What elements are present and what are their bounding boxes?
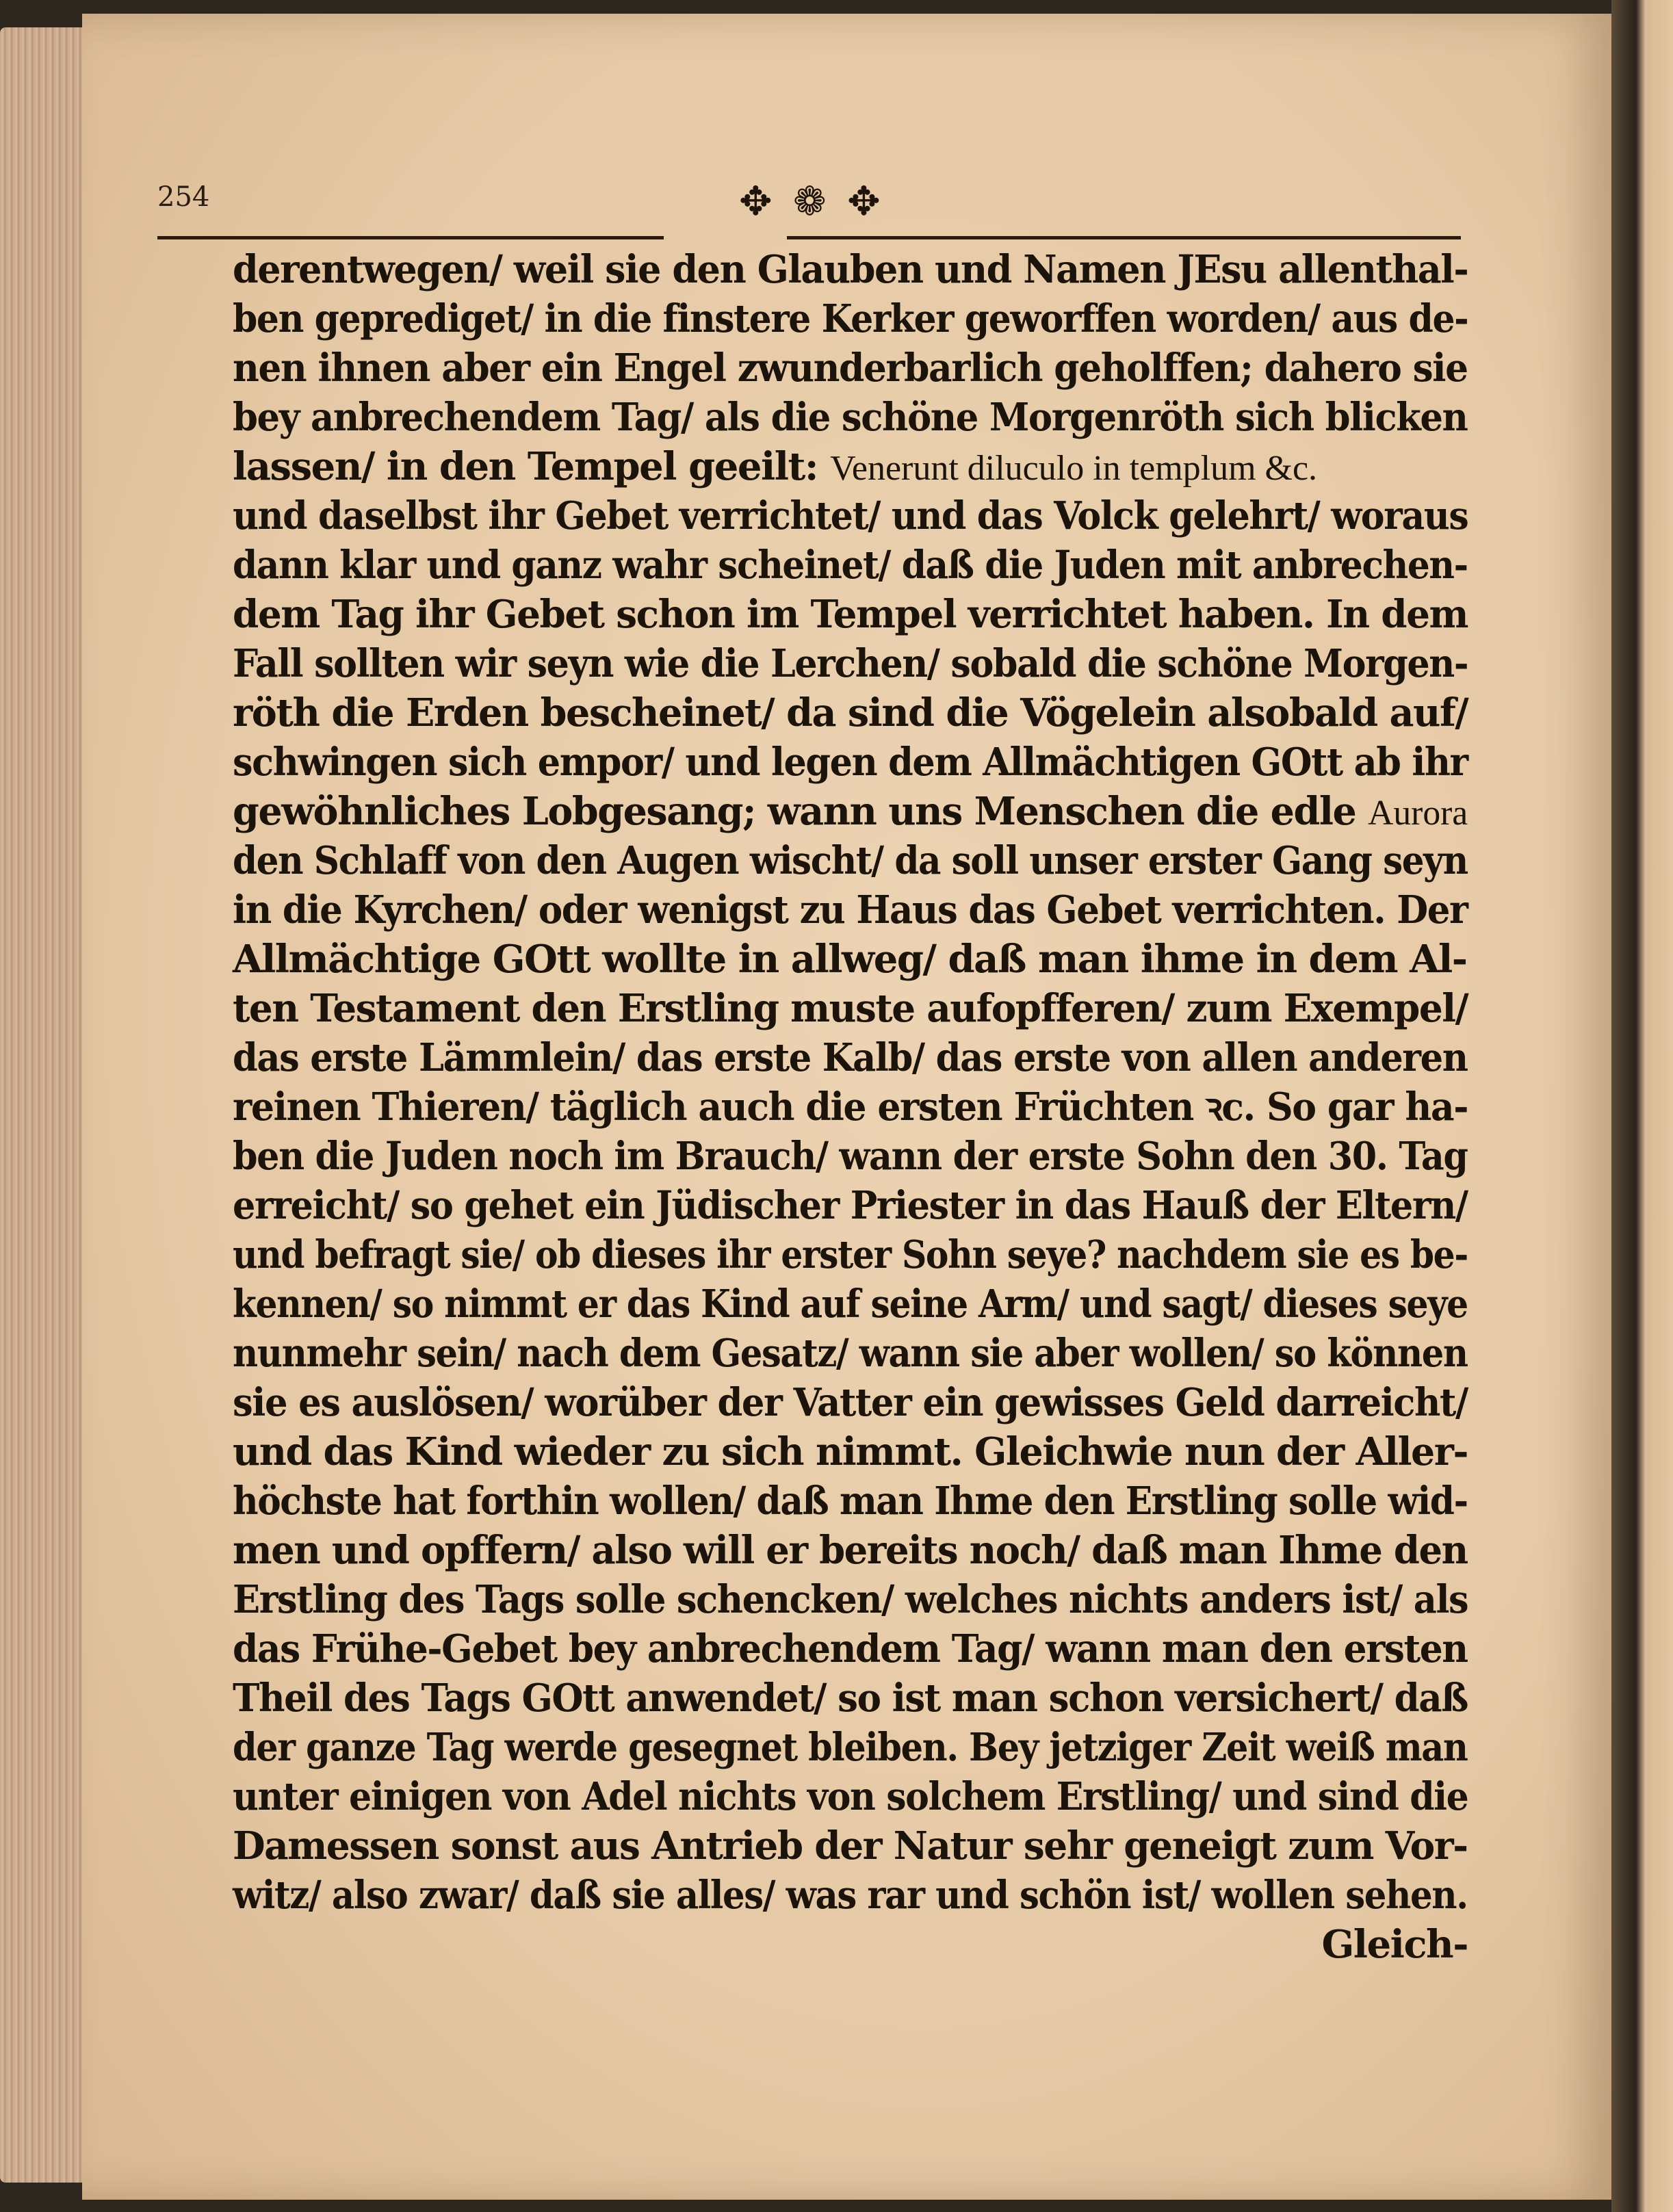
head-rule-left	[157, 236, 664, 239]
text-line: röth die Erden bescheinet/ da sind die Vögelein alsobald auf/	[233, 690, 1468, 736]
text-line: schwingen sich empor/ und legen dem Allmächtigen GOtt ab ihr	[233, 740, 1468, 785]
text-line: reinen Thieren/ täglich auch die ersten Früchten ꝛc. So gar ha-	[233, 1084, 1468, 1130]
text-line: ben die Juden noch im Brauch/ wann der erste Sohn den 30. Tag	[233, 1134, 1468, 1179]
text-line: unter einigen von Adel nichts von solchem Erstling/ und sind die	[233, 1774, 1468, 1819]
text-line: das Frühe-Gebet bey anbrechendem Tag/ wann man den ersten	[233, 1626, 1468, 1671]
body-text	[233, 245, 1468, 1969]
text-line: Fall sollten wir seyn wie die Lerchen/ sobald die schöne Morgen-	[233, 641, 1468, 686]
text-line: men und opffern/ also will er bereits noch/ daß man Ihme den	[233, 1528, 1468, 1573]
page-number: 254	[157, 181, 210, 213]
text-line: sie es auslösen/ worüber der Vatter ein gewisses Geld darreicht/	[233, 1380, 1468, 1425]
text-line: Allmächtige GOtt wollte in allweg/ daß man ihme in dem Al-	[233, 937, 1467, 982]
text-line	[233, 442, 1468, 491]
text-line-fraktur: lassen/ in den Tempel geeilt:	[233, 444, 831, 489]
text-line: nunmehr sein/ nach dem Gesatz/ wann sie aber wollen/ so können	[233, 1331, 1468, 1376]
head-rule-right	[787, 236, 1461, 239]
text-line: dem Tag ihr Gebet schon im Tempel verrichtet haben. In dem	[233, 592, 1468, 637]
text-line: dann klar und ganz wahr scheinet/ daß die Juden mit anbrechen-	[233, 543, 1468, 588]
running-head	[157, 178, 1481, 236]
latin-quote: Venerunt diluculo in templum &c.	[830, 449, 1318, 488]
text-line: erreicht/ so gehet ein Jüdischer Priester in das Hauß der Eltern/	[233, 1183, 1468, 1228]
text-line-fraktur: gewöhnliches Lobgesang; wann uns Menschen die edle	[233, 789, 1369, 834]
text-line: Theil des Tags GOtt anwendet/ so ist man schon versichert/ daß	[233, 1676, 1468, 1721]
latin-word: Aurora	[1368, 794, 1468, 833]
text-line: den Schlaff von den Augen wischt/ da soll unser erster Gang seyn	[233, 838, 1468, 883]
gutter	[1611, 0, 1673, 2212]
text-line: der ganze Tag werde gesegnet bleiben. Bey jetziger Zeit weiß man	[233, 1725, 1468, 1770]
text-line: und daselbst ihr Gebet verrichtet/ und das Volck gelehrt/ woraus	[233, 493, 1468, 538]
text-line: nen ihnen aber ein Engel zwunderbarlich geholffen; dahero sie	[233, 346, 1468, 391]
text-line: witz/ also zwar/ daß sie alles/ was rar und schön ist/ wollen sehen.	[233, 1873, 1468, 1918]
text-line: Damessen sonst aus Antrieb der Natur sehr geneigt zum Vor-	[233, 1823, 1468, 1869]
text-line: bey anbrechendem Tag/ als die schöne Morgenröth sich blicken	[233, 395, 1468, 440]
text-line: in die Kyrchen/ oder wenigst zu Haus das Gebet verrichten. Der	[233, 887, 1468, 933]
text-line: ben geprediget/ in die finstere Kerker geworffen worden/ aus de-	[233, 296, 1468, 341]
text-line: und befragt sie/ ob dieses ihr erster Sohn seye? nachdem sie es be-	[233, 1232, 1468, 1277]
text-line: kennen/ so nimmt er das Kind auf seine Arm/ und sagt/ dieses seye	[233, 1281, 1468, 1327]
head-ornament: ✥ ❁ ✥	[739, 178, 885, 224]
text-line: derentwegen/ weil sie den Glauben und Namen JEsu allenthal-	[233, 247, 1468, 292]
text-line: das erste Lämmlein/ das erste Kalb/ das erste von allen anderen	[233, 1035, 1468, 1080]
text-line	[233, 787, 1468, 836]
text-line: ten Testament den Erstling muste aufopfferen/ zum Exempel/	[233, 986, 1468, 1031]
page-edges	[0, 27, 82, 2183]
text-line: höchste hat forthin wollen/ daß man Ihme den Erstling solle wid-	[233, 1479, 1468, 1524]
text-line: und das Kind wieder zu sich nimmt. Gleichwie nun der Aller-	[233, 1429, 1468, 1474]
text-line: Erstling des Tags solle schencken/ welches nichts anders ist/ als	[233, 1577, 1468, 1622]
catchword: Gleich-	[1321, 1922, 1468, 1967]
